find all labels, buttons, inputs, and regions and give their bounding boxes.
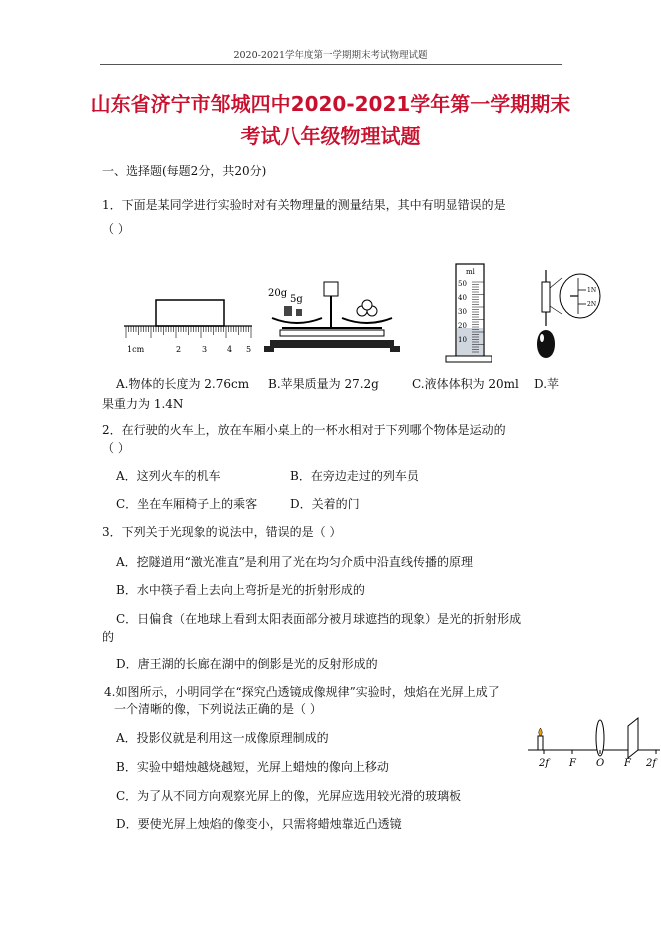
svg-text:10: 10 (458, 336, 467, 344)
balance-figure (262, 276, 402, 354)
q4-stem-line1: 4.如图所示，小明同学在“探究凸透镜成像规律”实验时，烛焰在光屏上成了 (104, 685, 500, 699)
q2-option-a: A．这列火车的机车 (116, 469, 221, 483)
left-pan (272, 318, 322, 323)
q3-option-a: A．挖隧道用“激光准直”是利用了光在均匀介质中沿直线传播的原理 (116, 555, 473, 569)
candle-flame (539, 728, 543, 736)
cylinder-unit: ml (466, 268, 475, 276)
document-title-line1: 山东省济宁市邹城四中2020-2021学年第一学期期末 (90, 92, 571, 116)
svg-text:20: 20 (458, 322, 467, 330)
q3-option-c-line1: C．日偏食（在地球上看到太阳表面部分被月球遮挡的现象）是光的折射形成 (116, 612, 522, 626)
q4-stem-line2: 一个清晰的像，下列说法正确的是（ ） (114, 702, 322, 716)
label-2f-right: 2f (646, 758, 657, 769)
svg-text:40: 40 (458, 294, 467, 302)
ruler-figure (124, 296, 252, 358)
q1-stem-line2: （ ） (102, 222, 130, 236)
q1-option-d-cont: 果重力为 1.4N (102, 397, 184, 411)
q4-option-c: C．为了从不同方向观察光屏上的像，光屏应选用较光滑的玻璃板 (116, 789, 462, 803)
ruler-label-2: 2 (176, 345, 182, 354)
balance-base (270, 340, 394, 348)
q1-stem-line1: 1．下面是某同学进行实验时对有关物理量的测量结果，其中有明显错误的是 (102, 198, 506, 212)
q2-stem-line1: 2．在行驶的火车上，放在车厢小桌上的一杯水相对于下列哪个物体是运动的 (102, 423, 506, 437)
magnified-scale (560, 274, 600, 318)
weight-5g (296, 309, 302, 316)
q3-option-c-line2: 的 (102, 630, 115, 644)
lens-diagram (528, 714, 660, 770)
q2-option-b: B．在旁边走过的列车员 (290, 469, 419, 483)
scale-bar (280, 330, 384, 336)
document-title-line2: 考试八年级物理试题 (240, 124, 421, 148)
q4-option-b: B．实验中蜡烛越烧越短，光屏上蜡烛的像向上移动 (116, 760, 389, 774)
q1-option-b: B.苹果质量为 27.2g (268, 377, 379, 391)
measured-block (156, 300, 224, 326)
q2-option-d: D．关着的门 (290, 497, 360, 511)
q2-stem-line2: （ ） (102, 441, 130, 455)
svg-text:30: 30 (458, 308, 467, 316)
q3-option-d: D．唐王湖的长廊在湖中的倒影是光的反射形成的 (116, 657, 378, 671)
q3-option-b: B．水中筷子看上去向上弯折是光的折射形成的 (116, 583, 365, 597)
measuring-cylinder-figure (442, 262, 492, 366)
light-screen (628, 718, 638, 758)
apple (537, 330, 555, 358)
page-header: 2020-2021学年度第一学期期末考试物理试题 (233, 50, 428, 61)
weight-label-5g: 5g (290, 294, 303, 305)
header-divider (100, 64, 562, 65)
ruler-label-3: 3 (202, 345, 208, 354)
ruler-label-5: 5 (246, 345, 252, 354)
weight-label-20g: 20g (268, 288, 288, 299)
label-2f-left: 2f (539, 758, 550, 769)
label-o: O (596, 758, 605, 769)
ruler-label-4: 4 (227, 345, 233, 354)
svg-text:50: 50 (458, 280, 467, 288)
label-f-right: F (624, 758, 631, 769)
svg-text:2N: 2N (587, 301, 597, 308)
q1-option-c: C.液体体积为 20ml (412, 377, 519, 391)
q2-option-c: C．坐在车厢椅子上的乘客 (116, 497, 258, 511)
section-heading: 一、选择题(每题2分，共20分) (102, 164, 267, 178)
right-pan (342, 318, 392, 323)
label-f-left: F (569, 758, 576, 769)
candle (538, 736, 543, 750)
q1-option-a: A.物体的长度为 2.76cm (116, 377, 250, 391)
spring-scale-apple-figure (532, 268, 602, 364)
q3-stem: 3．下列关于光现象的说法中，错误的是（ ） (102, 525, 342, 539)
q1-option-d: D.苹 (534, 377, 560, 391)
q4-option-d: D．要使光屏上烛焰的像变小，只需将蜡烛靠近凸透镜 (116, 817, 402, 831)
weight-20g (284, 306, 292, 316)
ruler-label-1cm: 1cm (127, 345, 145, 354)
svg-text:1N: 1N (587, 287, 597, 294)
q4-option-a: A．投影仪就是利用这一成像原理制成的 (116, 731, 329, 745)
pointer-dial (324, 282, 338, 296)
